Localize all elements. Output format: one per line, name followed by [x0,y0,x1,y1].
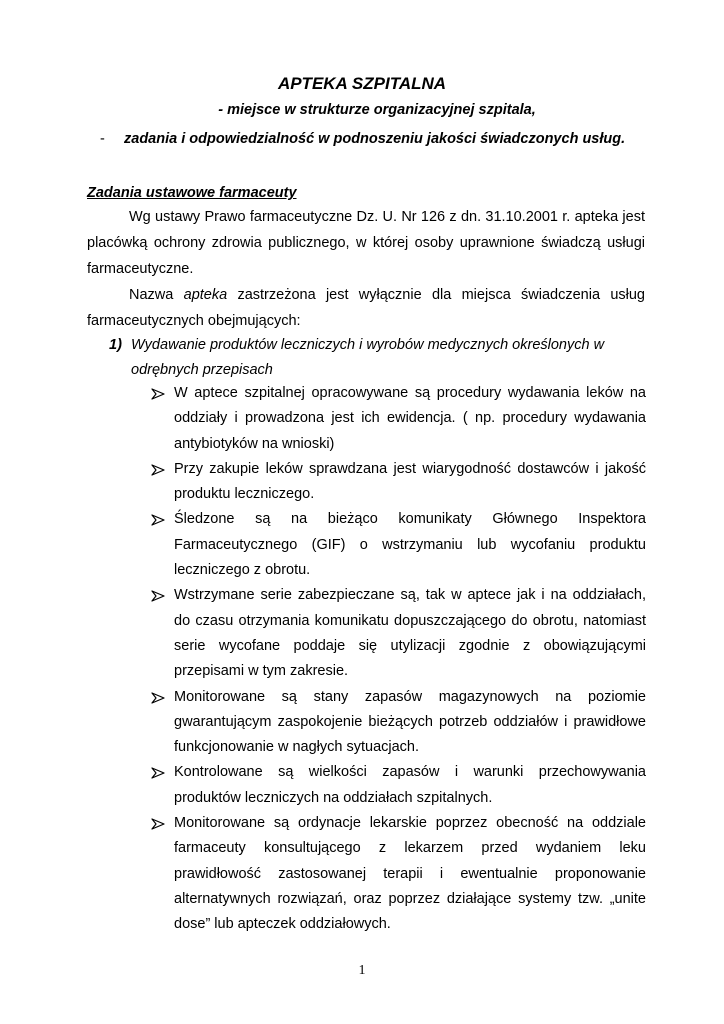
arrow-bullet-icon [151,818,165,830]
page-number: 1 [358,963,366,978]
bullet-text: Monitorowane są ordynacje lekarskie poprzez obecność na oddziale farmaceuty konsultującego z lekarzem przed wydaniem leku prawidłowość zastosowanej terapii i ewentualnie proponowanie alternatywnych rozwiązań, oraz poprzez działające systemy tzw. „unite dose” lub apteczek oddziałowych. [174,815,646,933]
bullet-item [150,507,646,583]
bullet-text: Kontrolowane są wielkości zapasów i warunki przechowywania produktów leczniczych na oddziałach szpitalnych. [174,764,646,806]
paragraph-1 [87,204,645,282]
document-subtitle-1: - miejsce w strukturze organizacyjnej szpitala, [218,102,536,118]
bullet-item [150,583,646,684]
bullet-list [150,381,646,938]
bullet-item [150,760,646,811]
bullet-item [150,811,646,937]
subtitle-dash: - [100,131,105,147]
bullet-text: Wstrzymane serie zabezpieczane są, tak w aptece jak i na oddziałach, do czasu otrzymania komunikatu dopuszczającego do obrotu, natomiast serie wycofane poddaje się utylizacji zgodnie z obowiązującymi przepisami w tym zakresie. [174,587,646,680]
bullet-item [150,457,646,508]
document-title: APTEKA SZPITALNA [277,74,447,93]
arrow-bullet-icon [151,514,165,526]
arrow-bullet-icon [151,464,165,476]
paragraph-2-before: Nazwa [129,287,184,303]
subtitle-2-text: zadania i odpowiedzialność w podnoszeniu jakości świadczonych usług. [124,131,626,147]
paragraph-2 [87,282,645,334]
numbered-item-number: 1) [109,337,122,353]
arrow-bullet-icon [151,767,165,779]
bullet-text: W aptece szpitalnej opracowywane są procedury wydawania leków na oddziały i prowadzona jest ich ewidencja. ( np. procedury wydawania antybiotyków na wnioski) [174,385,646,452]
arrow-bullet-icon [151,692,165,704]
paragraph-2-after: zastrzeżona jest wyłącznie dla miejsca świadczenia usług farmaceutycznych obejmujących: [87,287,645,329]
bullet-text: Śledzone są na bieżąco komunikaty Głównego Inspektora Farmaceutycznego (GIF) o wstrzymaniu lub wycofaniu produktu leczniczego z obrotu. [174,511,646,579]
paragraph-2-emphasis: apteka [183,287,228,303]
arrow-bullet-icon [151,590,165,602]
bullet-text: Monitorowane są stany zapasów magazynowych na poziomie gwarantującym zaspokojenie bieżących potrzeb oddziałów i prawidłowe funkcjonowanie w nagłych sytuacjach. [174,688,646,756]
document-subtitle-2 [100,131,625,147]
bullet-item [150,685,646,761]
bullet-item [150,381,646,457]
numbered-item-text: Wydawanie produktów leczniczych i wyrobów medycznych określonych w odrębnych przepisach [131,337,605,378]
section-heading: Zadania ustawowe farmaceuty [87,185,297,201]
numbered-item [109,333,619,383]
bullet-text: Przy zakupie leków sprawdzana jest wiarygodność dostawców i jakość produktu leczniczego. [174,460,646,503]
arrow-bullet-icon [151,388,165,400]
paragraph-1-text: Wg ustawy Prawo farmaceutyczne Dz. U. Nr 126 z dn. 31.10.2001 r. apteka jest placówką ochrony zdrowia publicznego, w której osoby uprawnione świadczą usługi farmaceutyczne. [87,209,645,277]
